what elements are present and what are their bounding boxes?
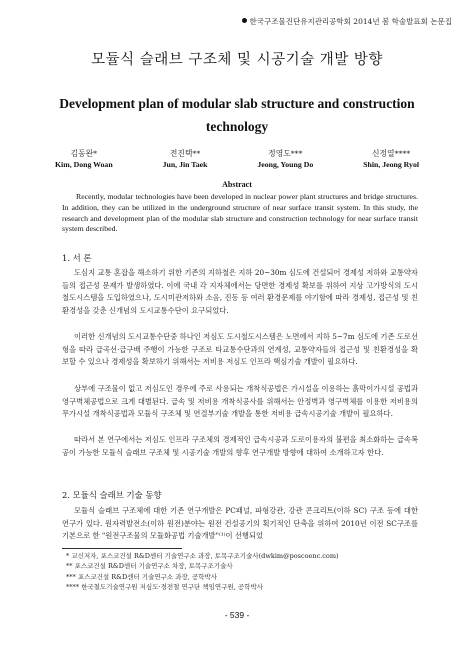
footnotes xyxy=(66,551,426,592)
author xyxy=(55,148,113,170)
author-list xyxy=(30,148,444,170)
english-title: Development plan of modular slab structure and construction technology xyxy=(59,96,415,134)
author-name-en: Jun, Jin Taek xyxy=(162,160,208,169)
body-paragraph: 도심지 교통 혼잡을 해소하기 위한 기존의 지하철은 지하 20~30m 심도에 건설되어 경제성 저하와 교통약자들의 접근성 문제가 발생하였다. 이에 국내 각 지자체에서는 당면한 경제성 확보를 위하여 지상 고가방식의 도시철도시스템을 도입하였으나, 도시미관저하와 소음, 진동 등 여러 환경문제를 야기함에 따라 경제성, 접근성 및 친환경성을 갖춘 신개념의 도시교통수단이 요구되었다. xyxy=(62,268,418,315)
abstract-text: Recently, modular technologies have been developed in nuclear power plant structures and bridge structures. In addition, they can be utilized in the underground structure of near surface transit system. In this study, the research and development plan of the modular slab structure and construction technology for near surface transit system described. xyxy=(62,192,418,234)
footnote: **** 한국철도기술연구원 저심도·경전철 연구단 책임연구원, 공학박사 xyxy=(66,582,263,591)
author-name-ko: 김동완* xyxy=(70,149,98,158)
author-name-en: Jeong, Young Do xyxy=(257,160,314,169)
body-paragraph: 모듈식 슬래브 구조체에 대한 기존 연구개발은 PC패널, 파형강관, 강관 콘크리트(이하 SC) 구조 등에 대한 연구가 있다. 원자력발전소(이하 원전)분야는 원전 건설공기의 획기적인 단축을 위하여 2010년 이전 SC구조를 기본으로 한 "원전구조물의 모듈화공법 기술개발"⁽¹⁾이 선행되었 xyxy=(62,506,418,540)
author-name-en: Shin, Jeong Ryol xyxy=(363,160,420,169)
body-paragraph: 상부에 구조물이 없고 저심도인 경우에 주로 사용되는 개착식공법은 가시설을 이용하는 흙막이가시설 공법과 영구벽체공법으로 크게 대별된다. 급속 및 저비용 개착식공사를 위해서는 안정벽과 영구벽체를 이용한 저비용의 무가시설 개착식공법과 모듈식 구조체 및 연결부기술 개발을 통한 저비용 급속시공기술 개발이 필요하다. xyxy=(62,384,418,418)
running-header xyxy=(242,16,452,27)
author-name-ko: 신정열**** xyxy=(371,149,411,158)
section-heading: 2. 모듈식 슬래브 기술 동향 xyxy=(62,490,162,500)
footnote: ** 포스코건설 R&D센터 기술연구소 차장, 토목구조기술사 xyxy=(66,562,233,571)
body-paragraph: 이러한 신개념의 도시교통수단중 하나인 저심도 도시철도시스템은 노면에서 지하 5~7m 심도에 기존 도로선형을 따라 급곡선·급구배 주행이 가능한 구조로 타교통수단과의 연계성, 교통약자들의 접근성 및 친환경성을 확보할 수 있으나 경제성을 확보하기 위해서는 저비용 저심도 인프라 핵심기술 개발이 필요하다. xyxy=(62,332,418,366)
author xyxy=(257,148,313,170)
body-paragraph: 따라서 본 연구에서는 저심도 인프라 구조체의 경제적인 급속시공과 도로이용자의 불편을 최소화하는 급속복공이 가능한 모듈식 슬래브 구조체 및 시공기술 개발의 향후 연구개발 방향에 대하여 소개하고자 한다. xyxy=(62,435,418,457)
author xyxy=(363,148,419,170)
bullet-icon xyxy=(242,18,247,23)
abstract-heading: Abstract xyxy=(222,180,252,189)
footnote-divider xyxy=(62,548,182,549)
page-number: - 539 - xyxy=(224,610,250,620)
section-heading: 1. 서 론 xyxy=(62,253,92,263)
author xyxy=(163,148,208,170)
author-name-ko: 정영도*** xyxy=(268,149,303,158)
korean-title: 모듈식 슬래브 구조체 및 시공기술 개발 방향 xyxy=(91,52,383,68)
footnote: *** 포스코건설 R&D센터 기술연구소 과장, 공학박사 xyxy=(66,572,218,581)
author-name-en: Kim, Dong Woan xyxy=(54,160,113,169)
running-title: 한국구조물진단유지관리공학회 2014년 봄 학술발표회 논문집 xyxy=(249,17,452,26)
author-name-ko: 전진택** xyxy=(169,149,201,158)
footnote: * 교신저자, 포스코건설 R&D센터 기술연구소 과장, 토목구조기술사(dwkim@poscoenc.com) xyxy=(66,552,339,560)
